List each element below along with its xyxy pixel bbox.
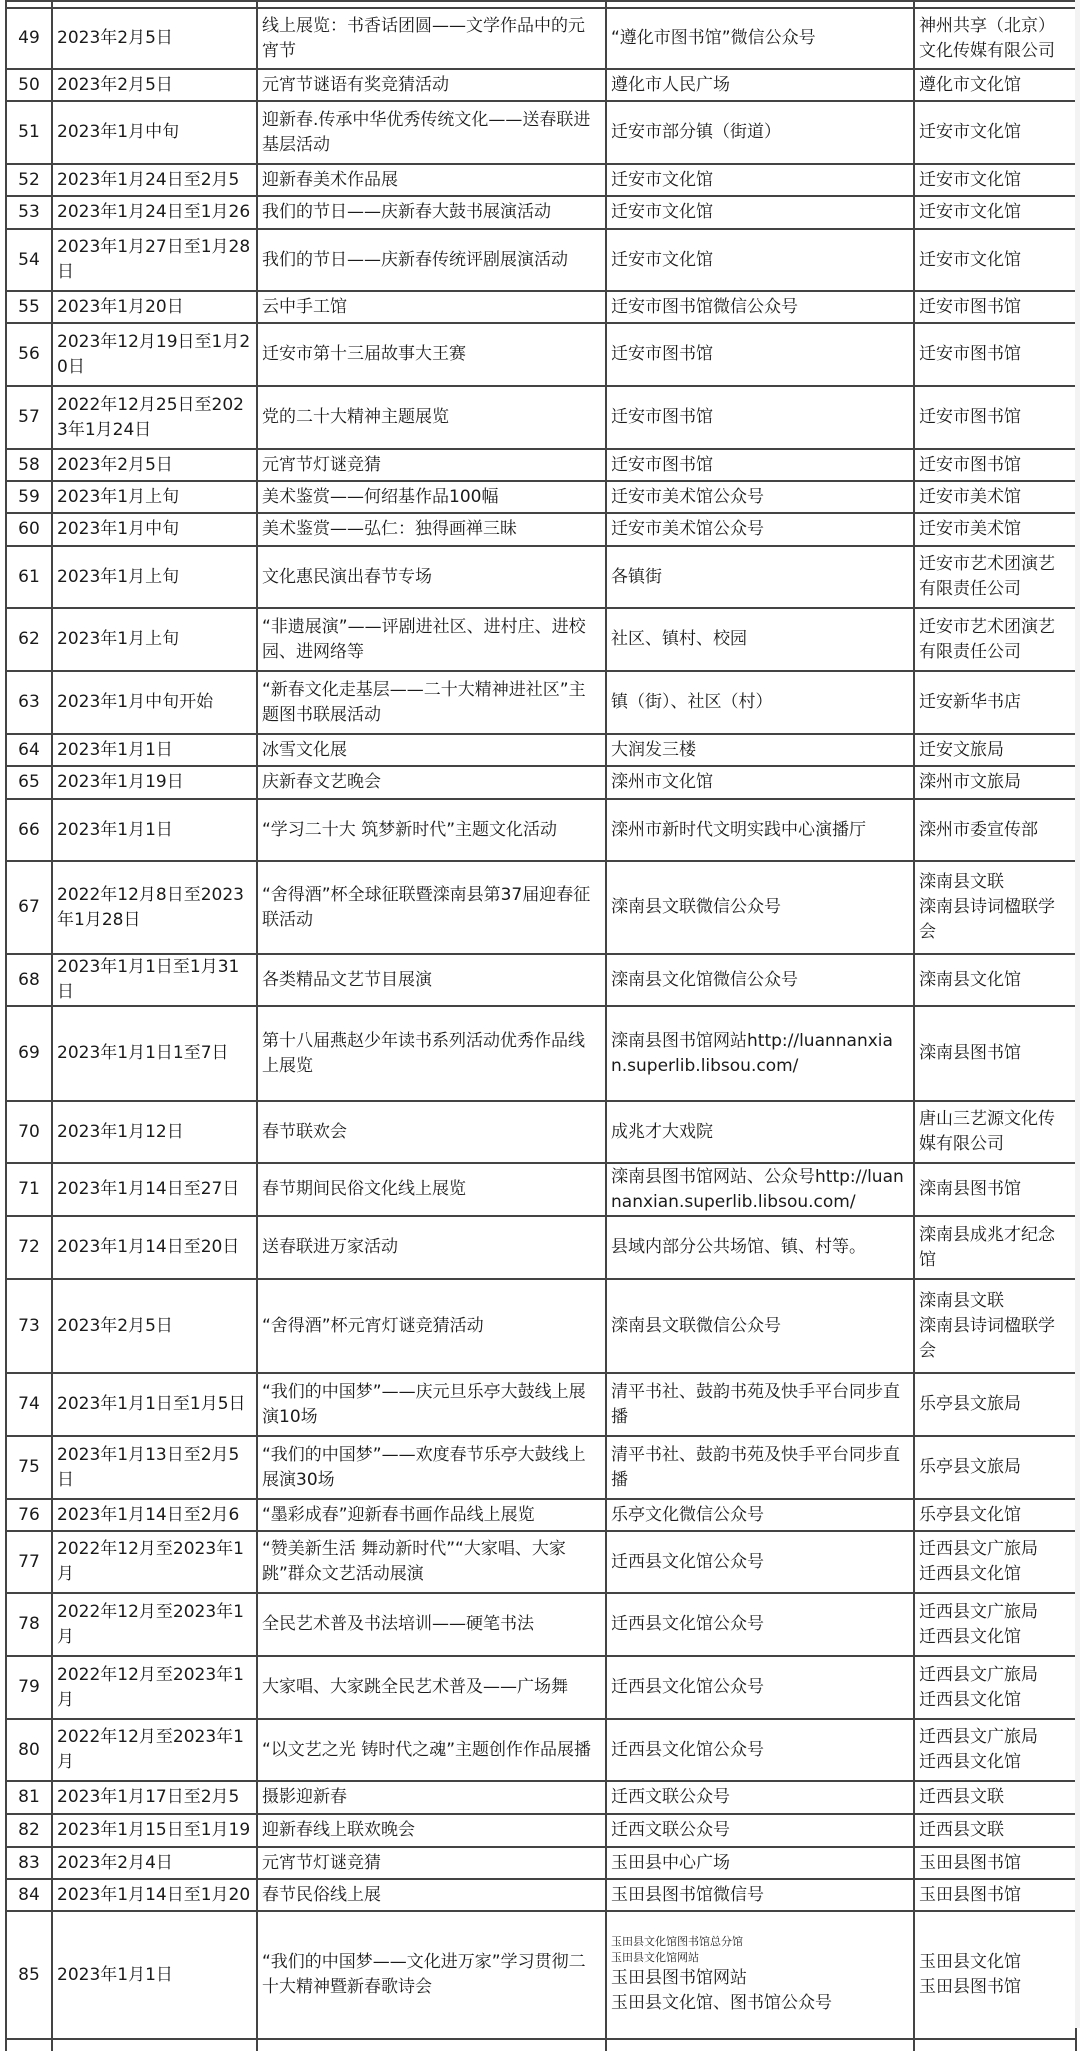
- venue-cell: 滦州市新时代文明实践中心演播厅: [606, 799, 914, 861]
- table-row: [6, 1879, 1076, 1911]
- activity-name-cell: 我们的节日——庆新春传统评剧展演活动: [257, 229, 606, 291]
- table-row: [6, 1814, 1076, 1847]
- venue-cell: 迁西文联公众号: [606, 1781, 914, 1814]
- row-number-cell: 50: [6, 69, 52, 101]
- date-cell: 2023年2月4日: [52, 1847, 257, 1879]
- activity-name-cell: 迁安市第十三届故事大王赛: [257, 323, 606, 386]
- venue-cell: 滦南县文化馆微信公众号: [606, 954, 914, 1006]
- row-number-cell: 60: [6, 513, 52, 546]
- organizer-cell: 迁安市美术馆: [914, 513, 1076, 546]
- organizer-cell: 迁安市艺术团演艺有限责任公司: [914, 608, 1076, 671]
- row-number-cell: 79: [6, 1656, 52, 1719]
- venue-cell: 迁西县文化馆公众号: [606, 1656, 914, 1719]
- row-number-cell: 49: [6, 8, 52, 69]
- table-row: [6, 1531, 1076, 1593]
- row-number-cell: 72: [6, 1216, 52, 1279]
- date-cell: 2022年12月至2023年1月: [52, 1593, 257, 1656]
- venue-cell: 滦州市文化馆: [606, 766, 914, 799]
- venue-cell: 滦南县文联微信公众号: [606, 861, 914, 954]
- organizer-cell: 唐山三艺源文化传媒有限公司: [914, 1101, 1076, 1163]
- event-table-sheet: [5, 0, 1075, 2051]
- organizer-cell: 玉田县图书馆: [914, 1879, 1076, 1911]
- venue-cell: 遵化市人民广场: [606, 69, 914, 101]
- row-number-cell: 81: [6, 1781, 52, 1814]
- organizer-line: 滦南县诗词楹联学会: [919, 1315, 1055, 1361]
- table-row: [6, 196, 1076, 229]
- date-cell: 2023年1月24日至2月5: [52, 164, 257, 196]
- organizer-cell: 迁西县文联: [914, 1814, 1076, 1847]
- table-row: [6, 164, 1076, 196]
- organizer-cell: [914, 1719, 1076, 1781]
- venue-cell: “遵化市图书馆”微信公众号: [606, 8, 914, 69]
- row-number-cell: 63: [6, 671, 52, 734]
- date-cell: 2023年1月中旬: [52, 513, 257, 546]
- row-number-cell: 73: [6, 1279, 52, 1373]
- organizer-cell: 迁西县文联: [914, 1781, 1076, 1814]
- activity-name-cell: 春节期间民俗文化线上展览: [257, 1163, 606, 1216]
- date-cell: 2023年2月5日: [52, 69, 257, 101]
- date-cell: 2023年1月17日至2月5: [52, 1781, 257, 1814]
- venue-line: 玉田县文化馆图书馆总分馆: [611, 1935, 743, 1948]
- venue-cell: 社区、镇村、校园: [606, 608, 914, 671]
- date-cell: 2023年1月1日至1月31日: [52, 954, 257, 1006]
- activity-name-cell: “以文艺之光 铸时代之魂”主题创作作品展播: [257, 1719, 606, 1781]
- row-number-cell: 62: [6, 608, 52, 671]
- row-number-cell: 85: [6, 1911, 52, 2039]
- activity-name-cell: 我们的节日——庆新春大鼓书展演活动: [257, 196, 606, 229]
- organizer-cell: 乐亭县文化馆: [914, 1499, 1076, 1531]
- table-row: [6, 8, 1076, 69]
- venue-cell: 迁安市文化馆: [606, 164, 914, 196]
- table-row: [6, 1719, 1076, 1781]
- date-cell: 2023年1月上旬: [52, 546, 257, 608]
- activity-name-cell: 迎新春美术作品展: [257, 164, 606, 196]
- organizer-cell: 滦南县图书馆: [914, 1163, 1076, 1216]
- activity-name-cell: 党的二十大精神主题展览: [257, 386, 606, 449]
- row-number-cell: 75: [6, 1436, 52, 1499]
- row-number-cell: 55: [6, 291, 52, 323]
- row-number-cell: 71: [6, 1163, 52, 1216]
- row-number-cell: 83: [6, 1847, 52, 1879]
- date-cell: 2022年12月至2023年1月: [52, 1656, 257, 1719]
- table-row: [6, 513, 1076, 546]
- date-cell: 2023年1月19日: [52, 766, 257, 799]
- organizer-line: 迁西县文广旅局: [919, 1664, 1038, 1685]
- table-row: [6, 386, 1076, 449]
- organizer-line: 滦南县诗词楹联学会: [919, 897, 1055, 942]
- date-cell: 2023年2月5日: [52, 449, 257, 481]
- venue-cell: 县域内部分公共场馆、镇、村等。: [606, 1216, 914, 1279]
- date-cell: 2023年1月中旬开始: [52, 671, 257, 734]
- table-row: [6, 1101, 1076, 1163]
- venue-cell: 滦南县图书馆网站、公众号http://luannanxian.superlib.libsou.com/: [606, 1163, 914, 1216]
- table-row: [6, 546, 1076, 608]
- date-cell: 2023年1月1日1至7日: [52, 1006, 257, 1101]
- row-number-cell: 69: [6, 1006, 52, 1101]
- table-row: [6, 229, 1076, 291]
- venue-cell: 迁西县文化馆公众号: [606, 1531, 914, 1593]
- organizer-line: 玉田县文化馆: [919, 1952, 1021, 1972]
- venue-cell: 成兆才大戏院: [606, 1101, 914, 1163]
- date-cell: 2022年12月至2023年1月: [52, 1531, 257, 1593]
- table-row: [6, 861, 1076, 954]
- organizer-cell: 遵化市文化馆: [914, 69, 1076, 101]
- organizer-cell: 滦南县图书馆: [914, 1006, 1076, 1101]
- activity-name-cell: 春节联欢会: [257, 1101, 606, 1163]
- date-cell: 2023年1月上旬: [52, 481, 257, 513]
- organizer-line: 滦南县文联: [919, 1290, 1004, 1311]
- table-row: [6, 766, 1076, 799]
- date-cell: 2023年1月14日至27日: [52, 1163, 257, 1216]
- table-row: [6, 1216, 1076, 1279]
- date-cell: 2023年1月14日至1月20: [52, 1879, 257, 1911]
- events-table: [5, 0, 1077, 2051]
- venue-cell: 迁安市文化馆: [606, 229, 914, 291]
- table-row: [6, 1279, 1076, 1373]
- table-row: [6, 1436, 1076, 1499]
- activity-name-cell: “赞美新生活 舞动新时代”“大家唱、大家跳”群众文艺活动展演: [257, 1531, 606, 1593]
- table-row-partial: [6, 1, 1076, 8]
- activity-name-cell: 各类精品文艺节目展演: [257, 954, 606, 1006]
- row-number-cell: 61: [6, 546, 52, 608]
- date-cell: 2022年12月至2023年1月: [52, 1719, 257, 1781]
- date-cell: 2022年12月25日至2023年1月24日: [52, 386, 257, 449]
- activity-name-cell: “我们的中国梦——文化进万家”学习贯彻二十大精神暨新春歌诗会: [257, 1911, 606, 2039]
- activity-name-cell: “舍得酒”杯全球征联暨滦南县第37届迎春征联活动: [257, 861, 606, 954]
- organizer-cell: 迁安市文化馆: [914, 164, 1076, 196]
- venue-cell: 滦南县图书馆网站http://luannanxian.superlib.libsou.com/: [606, 1006, 914, 1101]
- activity-name-cell: 元宵节灯谜竞猜: [257, 449, 606, 481]
- table-row: [6, 671, 1076, 734]
- row-number-cell: 54: [6, 229, 52, 291]
- row-number-cell: 64: [6, 734, 52, 766]
- organizer-cell: 迁安文旅局: [914, 734, 1076, 766]
- row-number-cell: 76: [6, 1499, 52, 1531]
- table-row: [6, 323, 1076, 386]
- table-row: [6, 291, 1076, 323]
- activity-name-cell: 元宵节灯谜竞猜: [257, 1847, 606, 1879]
- venue-cell: 迁安市部分镇（街道）: [606, 101, 914, 164]
- row-number-cell: 70: [6, 1101, 52, 1163]
- table-row: [6, 1847, 1076, 1879]
- activity-name-cell: 美术鉴赏——何绍基作品100幅: [257, 481, 606, 513]
- venue-cell: 清平书社、鼓韵书苑及快手平台同步直播: [606, 1373, 914, 1436]
- organizer-cell: 玉田县图书馆: [914, 1847, 1076, 1879]
- activity-name-cell: 迎新春.传承中华优秀传统文化——送春联进基层活动: [257, 101, 606, 164]
- organizer-cell: 迁安新华书店: [914, 671, 1076, 734]
- row-number-cell: 78: [6, 1593, 52, 1656]
- date-cell: 2023年1月27日至1月28日: [52, 229, 257, 291]
- organizer-cell: [914, 1279, 1076, 1373]
- row-number-cell: 52: [6, 164, 52, 196]
- table-row: [6, 101, 1076, 164]
- table-row: [6, 799, 1076, 861]
- activity-name-cell: 文化惠民演出春节专场: [257, 546, 606, 608]
- organizer-cell: [914, 861, 1076, 954]
- row-number-cell: 57: [6, 386, 52, 449]
- venue-cell: 清平书社、鼓韵书苑及快手平台同步直播: [606, 1436, 914, 1499]
- date-cell: 2023年1月20日: [52, 291, 257, 323]
- organizer-line: 迁西县文广旅局: [919, 1601, 1038, 1622]
- date-cell: 2023年1月1日: [52, 1911, 257, 2039]
- date-cell: 2023年1月12日: [52, 1101, 257, 1163]
- activity-name-cell: 庆新春文艺晚会: [257, 766, 606, 799]
- table-row: [6, 954, 1076, 1006]
- venue-cell: 玉田县中心广场: [606, 1847, 914, 1879]
- organizer-cell: 滦州市委宣传部: [914, 799, 1076, 861]
- activity-name-cell: 元宵节谜语有奖竞猜活动: [257, 69, 606, 101]
- activity-name-cell: 送春联进万家活动: [257, 1216, 606, 1279]
- organizer-line: 滦南县文联: [919, 872, 1004, 892]
- venue-line: 玉田县文化馆、图书馆公众号: [611, 1993, 832, 2013]
- events-table-body: [6, 1, 1076, 2051]
- table-row: [6, 1911, 1076, 2039]
- venue-cell: 迁安市美术馆公众号: [606, 513, 914, 546]
- date-cell: 2023年1月14日至20日: [52, 1216, 257, 1279]
- venue-line: 玉田县文化馆网站: [611, 1951, 699, 1964]
- table-row: [6, 734, 1076, 766]
- organizer-cell: 迁安市文化馆: [914, 196, 1076, 229]
- date-cell: 2023年1月15日至1月19: [52, 1814, 257, 1847]
- organizer-line: 迁西县文化馆: [919, 1752, 1021, 1772]
- activity-name-cell: “学习二十大 筑梦新时代”主题文化活动: [257, 799, 606, 861]
- venue-cell: 迁安市图书馆: [606, 449, 914, 481]
- row-number-cell: 68: [6, 954, 52, 1006]
- row-number-cell: 56: [6, 323, 52, 386]
- row-number-cell: 82: [6, 1814, 52, 1847]
- organizer-cell: [914, 1656, 1076, 1719]
- organizer-cell: 迁安市图书馆: [914, 386, 1076, 449]
- activity-name-cell: 大家唱、大家跳全民艺术普及——广场舞: [257, 1656, 606, 1719]
- organizer-cell: 迁安市文化馆: [914, 101, 1076, 164]
- venue-cell: 滦南县文联微信公众号: [606, 1279, 914, 1373]
- row-number-cell: 65: [6, 766, 52, 799]
- table-row: [6, 1006, 1076, 1101]
- organizer-cell: 迁安市图书馆: [914, 291, 1076, 323]
- date-cell: 2023年1月14日至2月6: [52, 1499, 257, 1531]
- organizer-cell: 滦南县成兆才纪念馆: [914, 1216, 1076, 1279]
- activity-name-cell: 全民艺术普及书法培训——硬笔书法: [257, 1593, 606, 1656]
- date-cell: 2023年1月上旬: [52, 608, 257, 671]
- activity-name-cell: 摄影迎新春: [257, 1781, 606, 1814]
- organizer-cell: [914, 1911, 1076, 2039]
- date-cell: 2023年1月1日: [52, 734, 257, 766]
- organizer-cell: 乐亭县文旅局: [914, 1373, 1076, 1436]
- row-number-cell: 84: [6, 1879, 52, 1911]
- activity-name-cell: 线上展览：书香话团圆——文学作品中的元宵节: [257, 8, 606, 69]
- date-cell: 2022年12月8日至2023年1月28日: [52, 861, 257, 954]
- venue-cell: 玉田县图书馆微信号: [606, 1879, 914, 1911]
- venue-cell: 各镇街: [606, 546, 914, 608]
- organizer-line: 迁西县文化馆: [919, 1564, 1021, 1584]
- organizer-cell: 神州共享（北京）文化传媒有限公司: [914, 8, 1076, 69]
- date-cell: 2023年2月5日: [52, 1279, 257, 1373]
- row-number-cell: 51: [6, 101, 52, 164]
- organizer-cell: 乐亭县文旅局: [914, 1436, 1076, 1499]
- table-row: [6, 481, 1076, 513]
- table-row: [6, 1163, 1076, 1216]
- venue-cell: 迁安市美术馆公众号: [606, 481, 914, 513]
- table-row: [6, 1373, 1076, 1436]
- activity-name-cell: “墨彩成春”迎新春书画作品线上展览: [257, 1499, 606, 1531]
- venue-cell: 迁安市图书馆微信公众号: [606, 291, 914, 323]
- activity-name-cell: “非遗展演”——评剧进社区、进村庄、进校园、进网络等: [257, 608, 606, 671]
- table-row: [6, 1499, 1076, 1531]
- organizer-cell: 迁安市美术馆: [914, 481, 1076, 513]
- organizer-cell: [914, 1531, 1076, 1593]
- venue-line: 玉田县图书馆网站: [611, 1968, 747, 1988]
- organizer-line: 玉田县图书馆: [919, 1977, 1021, 1997]
- venue-cell: 迁西县文化馆公众号: [606, 1719, 914, 1781]
- activity-name-cell: 冰雪文化展: [257, 734, 606, 766]
- activity-name-cell: “舍得酒”杯元宵灯谜竞猜活动: [257, 1279, 606, 1373]
- activity-name-cell: 迎新春线上联欢晚会: [257, 1814, 606, 1847]
- organizer-cell: 迁安市艺术团演艺有限责任公司: [914, 546, 1076, 608]
- row-number-cell: 77: [6, 1531, 52, 1593]
- organizer-cell: 滦南县文化馆: [914, 954, 1076, 1006]
- table-row-partial: [6, 2039, 1076, 2051]
- row-number-cell: 74: [6, 1373, 52, 1436]
- date-cell: 2023年2月5日: [52, 8, 257, 69]
- date-cell: 2023年1月24日至1月26: [52, 196, 257, 229]
- organizer-line: 迁西县文化馆: [919, 1626, 1021, 1647]
- activity-name-cell: 春节民俗线上展: [257, 1879, 606, 1911]
- organizer-cell: 迁安市文化馆: [914, 229, 1076, 291]
- organizer-line: 迁西县文化馆: [919, 1689, 1021, 1710]
- row-number-cell: 58: [6, 449, 52, 481]
- row-number-cell: 66: [6, 799, 52, 861]
- venue-cell: 迁西文联公众号: [606, 1814, 914, 1847]
- table-row: [6, 1656, 1076, 1719]
- table-row: [6, 69, 1076, 101]
- row-number-cell: 80: [6, 1719, 52, 1781]
- venue-cell: 乐亭文化微信公众号: [606, 1499, 914, 1531]
- venue-cell: 迁西县文化馆公众号: [606, 1593, 914, 1656]
- date-cell: 2023年1月中旬: [52, 101, 257, 164]
- activity-name-cell: 美术鉴赏——弘仁：独得画禅三昧: [257, 513, 606, 546]
- activity-name-cell: 第十八届燕赵少年读书系列活动优秀作品线上展览: [257, 1006, 606, 1101]
- venue-cell: 迁安市文化馆: [606, 196, 914, 229]
- venue-cell: 大润发三楼: [606, 734, 914, 766]
- row-number-cell: 59: [6, 481, 52, 513]
- activity-name-cell: “我们的中国梦”——庆元旦乐亭大鼓线上展演10场: [257, 1373, 606, 1436]
- date-cell: 2023年1月1日至1月5日: [52, 1373, 257, 1436]
- activity-name-cell: “新春文化走基层——二十大精神进社区”主题图书联展活动: [257, 671, 606, 734]
- table-row: [6, 1593, 1076, 1656]
- right-edge-gutter: [1075, 0, 1080, 2028]
- row-number-cell: 53: [6, 196, 52, 229]
- venue-cell: 迁安市图书馆: [606, 323, 914, 386]
- activity-name-cell: 云中手工馆: [257, 291, 606, 323]
- table-row: [6, 1781, 1076, 1814]
- organizer-cell: 迁安市图书馆: [914, 449, 1076, 481]
- row-number-cell: 67: [6, 861, 52, 954]
- activity-name-cell: “我们的中国梦”——欢度春节乐亭大鼓线上展演30场: [257, 1436, 606, 1499]
- organizer-cell: 迁安市图书馆: [914, 323, 1076, 386]
- organizer-cell: 滦州市文旅局: [914, 766, 1076, 799]
- table-row: [6, 449, 1076, 481]
- table-row: [6, 608, 1076, 671]
- date-cell: 2023年1月1日: [52, 799, 257, 861]
- date-cell: 2023年1月13日至2月5日: [52, 1436, 257, 1499]
- organizer-line: 迁西县文广旅局: [919, 1727, 1038, 1747]
- date-cell: 2023年12月19日至1月20日: [52, 323, 257, 386]
- venue-cell: 镇（街）、社区（村）: [606, 671, 914, 734]
- organizer-line: 迁西县文广旅局: [919, 1539, 1038, 1559]
- venue-cell: [606, 1911, 914, 2039]
- organizer-cell: [914, 1593, 1076, 1656]
- venue-cell: 迁安市图书馆: [606, 386, 914, 449]
